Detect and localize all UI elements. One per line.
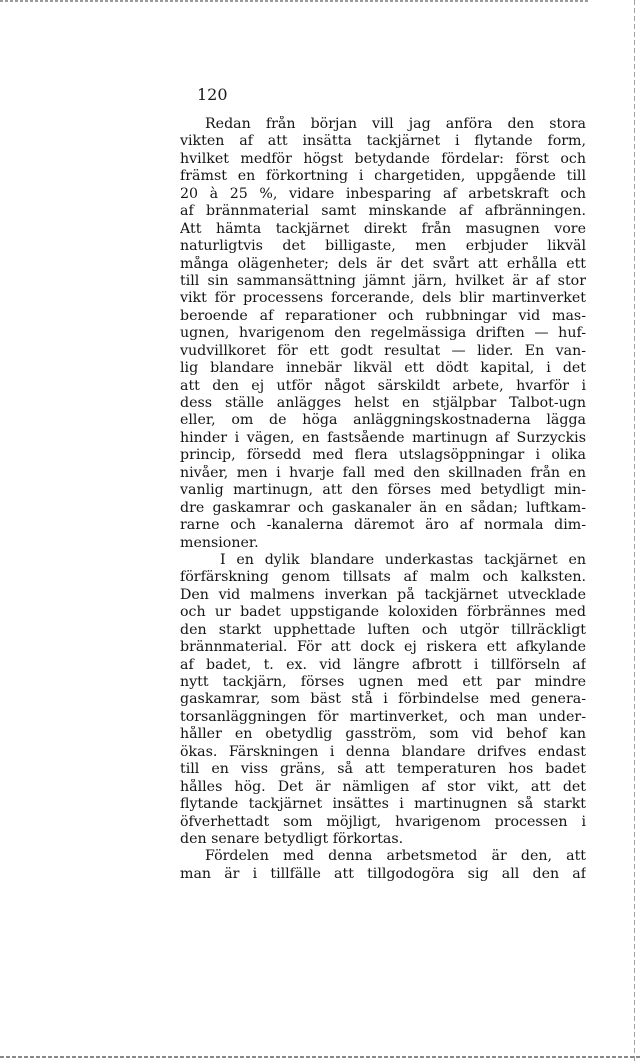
text-line: nivåer, men i hvarje fall med den skillnaden från en — [180, 464, 586, 481]
text-line: till en viss gräns, så att temperaturen hos badet — [180, 761, 586, 778]
text-line: främst en förkortning i chargetiden, uppgående till — [180, 168, 586, 185]
text-line: vikt för processens forcerande, dels blir martinverket — [180, 290, 586, 307]
body-text — [180, 116, 586, 883]
paragraph-1 — [180, 116, 586, 552]
text-line: hålles hög. Det är nämligen af stor vikt, att det — [180, 778, 586, 795]
text-line: hvilket medför högst betydande fördelar: först och — [180, 150, 586, 167]
text-line: Den vid malmens inverkan på tackjärnet utvecklade — [180, 586, 586, 603]
text-line: torsanläggningen för martinverket, och man under- — [180, 708, 586, 725]
paragraph-2 — [180, 552, 586, 848]
text-line: princip, försedd med flera utslagsöppningar i olika — [180, 447, 586, 464]
text-line: vudvillkoret för ett godt resultat — lider. En van- — [180, 342, 586, 359]
right-border-line — [634, 0, 635, 1064]
text-line: och ur badet uppstigande koloxiden förbrännes med — [180, 604, 586, 621]
text-line: ugnen, hvarigenom den regelmässiga driften — huf- — [180, 325, 586, 342]
bottom-border-line — [0, 1056, 640, 1058]
text-line: till sin sammansättning jämnt järn, hvilket är af stor — [180, 272, 586, 289]
text-line: vanlig martinugn, att den förses med betydligt min- — [180, 482, 586, 499]
text-line: dre gaskamrar och gaskanaler än en sådan; luftkam- — [180, 499, 586, 516]
text-line: rarne och -kanalerna däremot äro af normala dim- — [180, 517, 586, 534]
text-line: den starkt upphettade luften och utgör tillräckligt — [180, 621, 586, 638]
page-number: 120 — [197, 85, 228, 104]
text-line: 20 à 25 %, vidare inbesparing af arbetskraft och — [180, 185, 586, 202]
text-line: mensioner. — [180, 534, 259, 551]
text-line: I en dylik blandare underkastas tackjärnet en — [220, 551, 586, 568]
text-line: att den ej utför något särskildt arbete, hvarför i — [180, 377, 586, 394]
text-line: dess ställe anlägges helst en stjälpbar Talbot-ugn — [180, 395, 586, 411]
text-line: lig blandare innebär likväl ett dödt kapital, i det — [180, 360, 586, 377]
text-line: af badet, t. ex. vid längre afbrott i tillförseln af — [180, 656, 586, 673]
text-line: gaskamrar, som bäst stå i förbindelse med genera- — [180, 691, 586, 708]
text-line: Att hämta tackjärnet direkt från masugnen vore — [180, 220, 586, 237]
text-line: nytt tackjärn, förses ugnen med ett par mindre — [180, 674, 586, 690]
text-line: naturligtvis det billigaste, men erbjuder likväl — [180, 238, 586, 255]
text-line: håller en obetydlig gasström, som vid behof kan — [180, 726, 586, 743]
text-line: hinder i vägen, en fastsående martinugn af Surzyckis — [180, 429, 586, 446]
text-line: vikten af att insätta tackjärnet i flytande form, — [180, 133, 586, 150]
text-line: den senare betydligt förkortas. — [180, 830, 404, 847]
paragraph-3 — [180, 848, 586, 883]
text-line: man är i tillfälle att tillgodogöra sig all den af — [180, 865, 586, 882]
text-line: af brännmaterial samt minskande af afbränningen. — [180, 203, 586, 220]
text-line: ökas. Färskningen i denna blandare drifves endast — [180, 743, 586, 760]
text-line: många olägenheter; dels är det svårt att erhålla ett — [180, 255, 586, 272]
text-line: förfärskning genom tillsats af malm och kalksten. — [180, 569, 586, 586]
text-line: Redan från början vill jag anföra den stora — [205, 116, 586, 132]
text-line: Fördelen med denna arbetsmetod är den, att — [205, 848, 586, 865]
text-line: beroende af reparationer och rubbningar vid mas- — [180, 307, 586, 324]
text-line: flytande tackjärnet insättes i martinugnen så starkt — [180, 796, 586, 813]
top-border-line — [0, 0, 588, 2]
text-line: eller, om de höga anläggningskostnaderna lägga — [180, 412, 586, 429]
text-line: öfverhettadt som möjligt, hvarigenom processen i — [180, 813, 586, 830]
text-line: brännmaterial. För att dock ej riskera ett afkylande — [180, 639, 586, 656]
